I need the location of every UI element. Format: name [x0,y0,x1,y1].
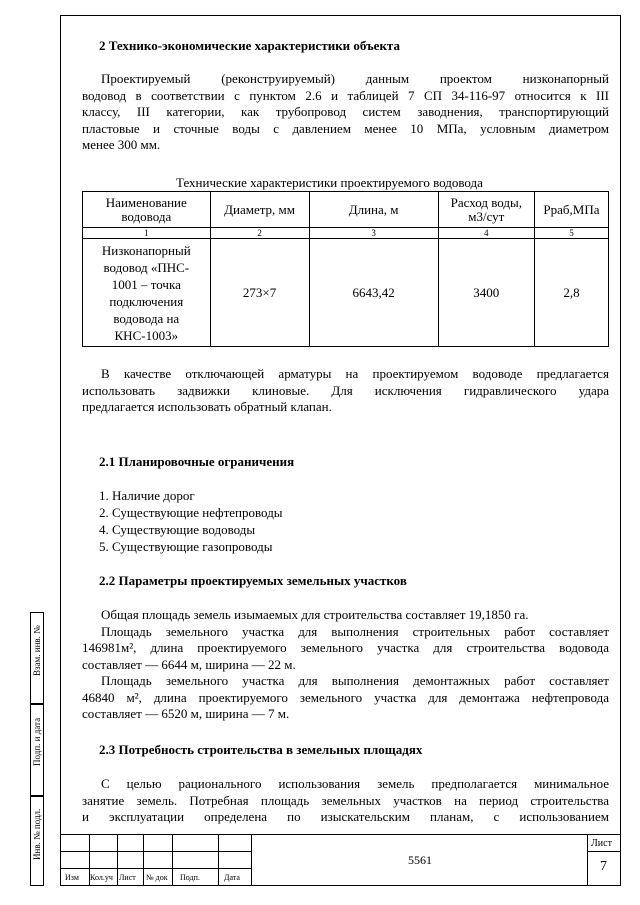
list-item: 4. Существующие водоводы [99,522,256,537]
stamp-col-ndok: № док [146,873,168,882]
table-row [83,239,609,347]
intro-line-1: Проектируемый (реконструируемый) данным проектом низконапорный [101,71,609,86]
cell-name: Низконапорный водовод «ПНС- 1001 – точка подключения водовода на КНС-1003» [83,239,211,347]
land-need-paragraph: С целью рационального использования земель предполагается минимальное занятие земель. Потребная площадь земельных участков на период строительства и эксплуатации определена по изыскательским планам, с использованием [82,776,609,824]
col-number: 5 [534,228,608,239]
intro-line-4: пластовые и сточные воды с давлением менее 10 МПа, условным диаметром [82,120,609,136]
section-title: 2 Технико-экономические характеристики объекта [99,38,400,53]
sheet-number: 7 [600,859,607,874]
header-flow [438,192,534,228]
side-label-podp: Подп. и дата [32,717,42,766]
section-2-1-title: 2.1 Планировочные ограничения [99,454,295,469]
side-label-inv: Инв. № подл. [32,808,42,860]
stamp-col-list: Лист [119,873,136,882]
stamp-col-podp: Подп. [180,873,200,882]
title-block [60,834,621,886]
header-length: Длина, м [309,192,438,228]
col-number: 3 [309,228,438,239]
table-header-row [83,192,609,228]
constraints-list [99,487,283,555]
col-number: 1 [83,228,211,239]
land-parameters: Общая площадь земель изымаемых для строительства составляет 19,1850 га. Площадь земельного участка для выполнения строительных работ составляет 146981м², длина проектируемого земельного участка для строительства водовода составляет — 6644 м, ширина — 22 м. Площадь земельного участка для выполнения демонтажных работ составляет 46840 м², длина проектируемого земельного участка для демонтажа нефтепровода составляет — 6520 м, ширина — 7 м. [82,607,609,721]
header-flow-text: Расход воды, м3/сут [450,194,522,224]
stamp-col-data: Дата [224,873,240,882]
list-item: 5. Существующие газопроводы [99,539,273,554]
stamp-col-izm: Изм [65,873,79,882]
header-diameter: Диаметр, мм [210,192,309,228]
section-2-3-title: 2.3 Потребность строительства в земельных площадях [99,742,423,757]
cell-flow: 3400 [438,239,534,347]
cell-length: 6643,42 [309,239,438,347]
tech-table [82,191,609,347]
list-item: 1. Наличие дорог [99,488,195,503]
list-item: 2. Существующие нефтепроводы [99,505,283,520]
section-2-2-title: 2.2 Параметры проектируемых земельных участков [99,573,407,588]
header-name: Наименование водовода [83,192,211,228]
table-number-row [83,228,609,239]
cell-pressure: 2,8 [534,239,608,347]
cell-diameter: 273×7 [210,239,309,347]
stamp-col-koluch: Кол.уч [90,873,113,882]
side-label-vzam: Взам. инв. № [32,625,42,676]
valves-paragraph: В качестве отключающей арматуры на проектируемом водоводе предлагается использовать задвижки клиновые. Для исключения гидравлического удара предлагается использовать обратный клапан. [82,366,609,414]
sheet-label: Лист [591,838,612,849]
intro-line-3: классу, III категории, как трубопровод систем заводнения, транспортирующий [82,104,609,119]
table-caption: Технические характеристики проектируемого водовода [176,175,483,190]
intro-line-2: водовод в соответствии с пунктом 2.6 и таблицей 7 СП 34-116-97 относится к III [82,87,609,103]
col-number: 4 [438,228,534,239]
intro-paragraph [82,71,609,154]
header-pressure: Pраб,МПа [534,192,608,228]
intro-line-5: менее 300 мм. [82,137,161,152]
doc-code: 5561 [408,853,432,867]
col-number: 2 [210,228,309,239]
